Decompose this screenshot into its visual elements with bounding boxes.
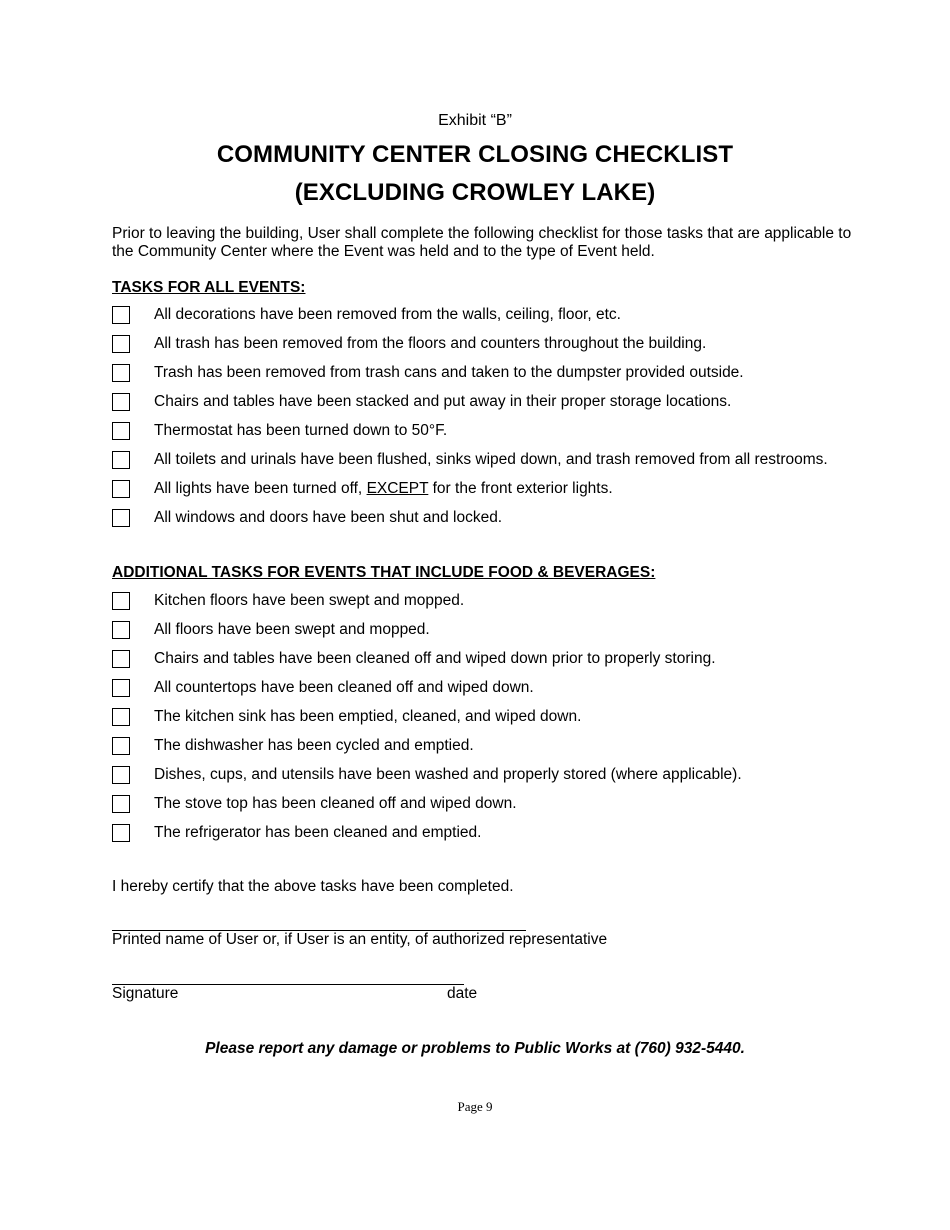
checkbox[interactable] — [112, 509, 130, 527]
task-label: The kitchen sink has been emptied, cleaned, and wiped down. — [154, 708, 582, 725]
task-label: Dishes, cups, and utensils have been washed and properly stored (where applicable). — [154, 766, 742, 783]
report-notice: Please report any damage or problems to Public Works at (760) 932-5440. — [205, 1040, 745, 1057]
task-label: The refrigerator has been cleaned and emptied. — [154, 824, 482, 841]
checkbox[interactable] — [112, 737, 130, 755]
task-emphasis: EXCEPT — [366, 480, 429, 497]
task-label: All floors have been swept and mopped. — [154, 621, 430, 638]
checkbox[interactable] — [112, 306, 130, 324]
task-label: Trash has been removed from trash cans and taken to the dumpster provided outside. — [154, 364, 744, 381]
food-events-heading: ADDITIONAL TASKS FOR EVENTS THAT INCLUDE FOOD & BEVERAGES: — [112, 564, 656, 581]
checkbox[interactable] — [112, 795, 130, 813]
task-label: All windows and doors have been shut and locked. — [154, 509, 503, 526]
task-label: The stove top has been cleaned off and wiped down. — [154, 795, 517, 812]
checkbox[interactable] — [112, 621, 130, 639]
task-label: Chairs and tables have been cleaned off and wiped down prior to properly storing. — [154, 650, 716, 667]
task-label: The dishwasher has been cycled and emptied. — [154, 737, 474, 754]
task-label: All countertops have been cleaned off and wiped down. — [154, 679, 534, 696]
signature-caption: Signature — [112, 985, 179, 1002]
task-label: All toilets and urinals have been flushed, sinks wiped down, and trash removed from all restrooms. — [154, 451, 828, 468]
checkbox[interactable] — [112, 766, 130, 784]
checkbox[interactable] — [112, 679, 130, 697]
task-text: for the front exterior lights. — [428, 480, 613, 497]
task-label: Chairs and tables have been stacked and put away in their proper storage locations. — [154, 393, 732, 410]
checkbox[interactable] — [112, 592, 130, 610]
page-subtitle: (EXCLUDING CROWLEY LAKE) — [294, 179, 656, 206]
checkbox[interactable] — [112, 480, 130, 498]
task-label: All trash has been removed from the floors and counters throughout the building. — [154, 335, 707, 352]
task-label — [154, 480, 613, 498]
task-label: Kitchen floors have been swept and mopped. — [154, 592, 465, 609]
checkbox[interactable] — [112, 422, 130, 440]
page-number: Page 9 — [457, 1099, 493, 1114]
checkbox[interactable] — [112, 335, 130, 353]
task-label: All decorations have been removed from the walls, ceiling, floor, etc. — [154, 306, 621, 323]
task-label: Thermostat has been turned down to 50°F. — [154, 422, 448, 439]
intro-paragraph: Prior to leaving the building, User shall complete the following checklist for those tasks that are applicable to the Community Center where the Event was held and to the type of Event held. — [112, 225, 852, 260]
printed-name-caption: Printed name of User or, if User is an entity, of authorized representative — [112, 931, 608, 948]
checkbox[interactable] — [112, 708, 130, 726]
checkbox[interactable] — [112, 650, 130, 668]
exhibit-label: Exhibit “B” — [438, 112, 512, 129]
checkbox[interactable] — [112, 451, 130, 469]
checkbox[interactable] — [112, 393, 130, 411]
checkbox[interactable] — [112, 824, 130, 842]
page-title: COMMUNITY CENTER CLOSING CHECKLIST — [216, 141, 734, 168]
date-caption: date — [447, 985, 478, 1002]
all-events-heading: TASKS FOR ALL EVENTS: — [112, 279, 306, 296]
checkbox[interactable] — [112, 364, 130, 382]
certification-statement: I hereby certify that the above tasks have been completed. — [112, 878, 514, 895]
task-text: All lights have been turned off, — [154, 480, 367, 497]
